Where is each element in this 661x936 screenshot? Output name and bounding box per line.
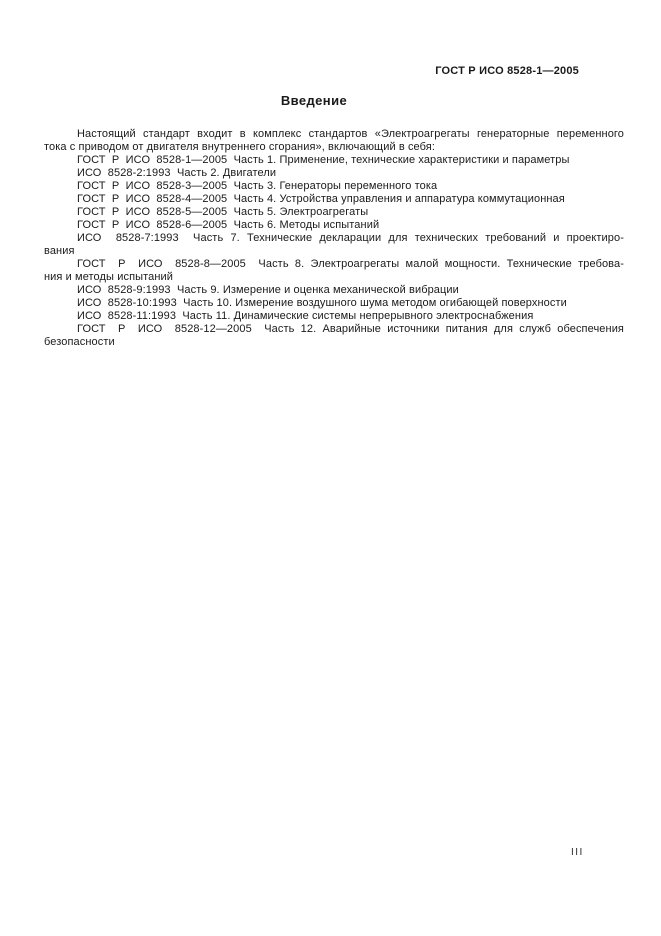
text-line: ния и методы испытаний [44,271,174,283]
text-line: безопасности [44,336,115,348]
text-line: ГОСТ Р ИСО 8528-5—2005 Часть 5. Электроагрегаты [77,206,369,218]
text-line: ГОСТ Р ИСО 8528-8—2005 Часть 8. Электроагрегаты малой мощности. Технические требова- [77,258,624,270]
document-designation: ГОСТ Р ИСО 8528-1—2005 [435,65,579,77]
text-line: ИСО 8528-10:1993 Часть 10. Измерение воздушного шума методом огибающей поверхности [77,297,567,309]
text-line: ГОСТ Р ИСО 8528-4—2005 Часть 4. Устройства управления и аппаратура коммутационная [77,193,565,205]
text-line: ИСО 8528-9:1993 Часть 9. Измерение и оценка механической вибрации [77,284,459,296]
text-line: ИСО 8528-11:1993 Часть 11. Динамические системы непрерывного электроснабжения [77,310,534,322]
text-line: ГОСТ Р ИСО 8528-6—2005 Часть 6. Методы испытаний [77,219,380,231]
page-number: III [571,847,584,858]
text-line: ГОСТ Р ИСО 8528-1—2005 Часть 1. Применение, технические характеристики и параметры [77,154,570,166]
intro-section [44,128,624,349]
section-title: Введение [280,93,348,108]
text-line: ГОСТ Р ИСО 8528-3—2005 Часть 3. Генераторы переменного тока [77,180,438,192]
text-line: ГОСТ Р ИСО 8528-12—2005 Часть 12. Аварийные источники питания для служб обеспечения [77,323,624,335]
text-line: ИСО 8528-7:1993 Часть 7. Технические декларации для технических требований и проектиро- [77,232,624,244]
text-line: вания [44,245,75,257]
text-line: Настоящий стандарт входит в комплекс стандартов «Электроагрегаты генераторные переменного [77,128,624,140]
text-line: тока с приводом от двигателя внутреннего сгорания», включающий в себя: [44,141,436,153]
text-line: ИСО 8528-2:1993 Часть 2. Двигатели [77,167,277,179]
